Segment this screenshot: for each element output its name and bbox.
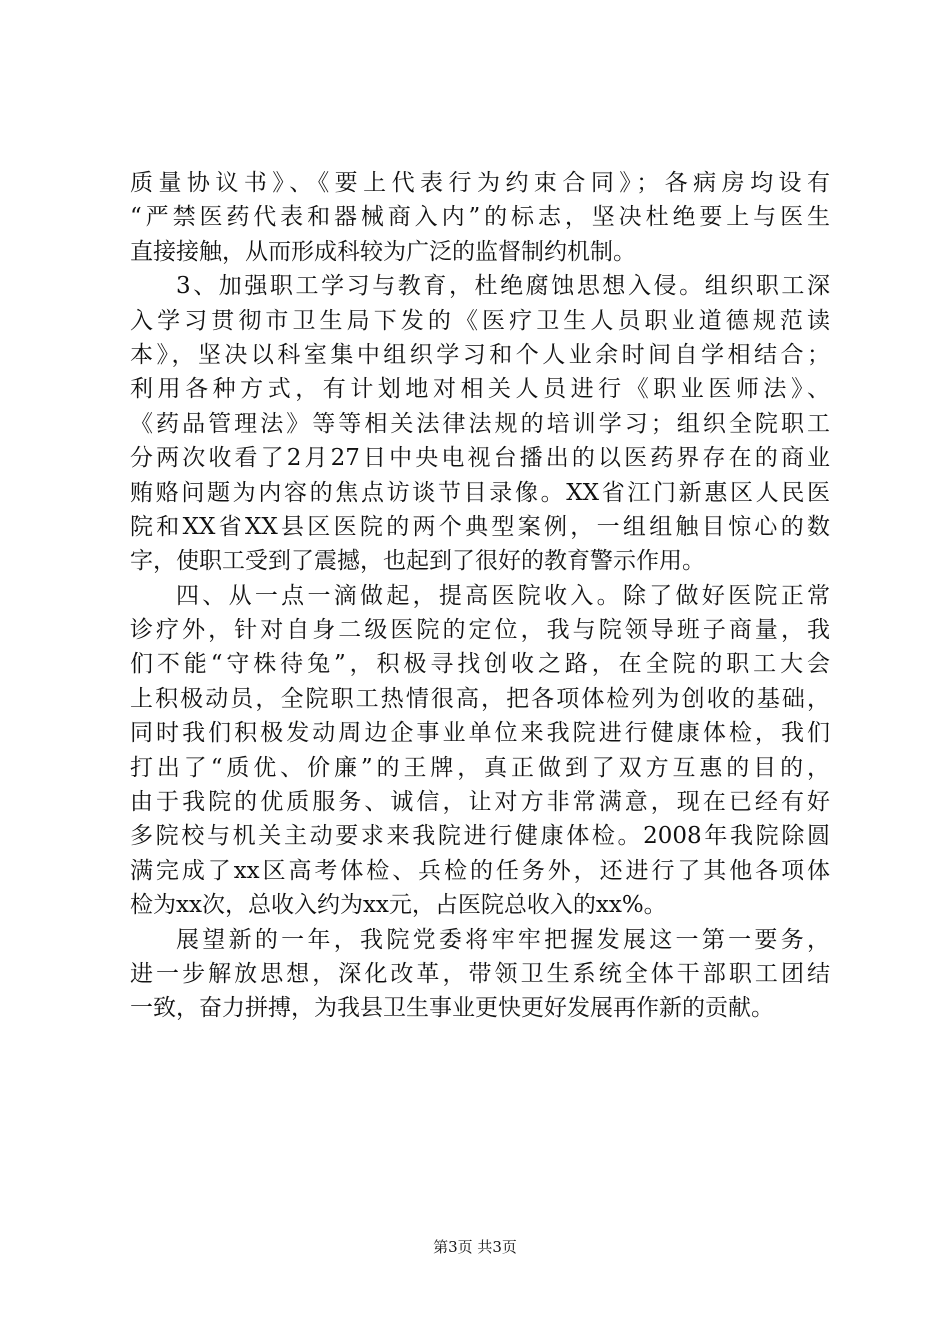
text-line: 检为xx次，总收入约为xx元，占医院总收入的xx%。 [130,892,667,919]
text-line: 上积极动员，全院职工热情很高，把各项体检列为创收的基础， [130,685,830,712]
paragraph-start-line: 3、加强职工学习与教育，杜绝腐蚀思想入侵。组织职工深 [176,273,830,300]
text-line: 们不能“守株待兔”，积极寻找创收之路，在全院的职工大会 [130,651,830,678]
text-line: “严禁医药代表和器械商入内”的标志，坚决杜绝要上与医生 [130,204,830,231]
text-line: 本》，坚决以科室集中组织学习和个人业余时间自学相结合； [130,341,830,368]
text-line: 一致，奋力拼搏，为我县卫生事业更快更好发展再作新的贡献。 [130,995,774,1022]
document-body [130,166,830,1026]
paragraph-start-line: 展望新的一年，我院党委将牢牢把握发展这一第一要务， [176,926,830,953]
page-footer: 第3页 共3页 [433,1238,517,1256]
text-line: 同时我们积极发动周边企事业单位来我院进行健康体检，我们 [130,720,830,747]
text-line: 分两次收看了2月27日中央电视台播出的以医药界存在的商业 [130,445,830,472]
text-line: 《药品管理法》等等相关法律法规的培训学习；组织全院职工 [130,410,830,437]
text-line: 贿赂问题为内容的焦点访谈节目录像。XX省江门新惠区人民医 [130,479,830,506]
text-line: 院和XX省XX县区医院的两个典型案例，一组组触目惊心的数 [130,513,830,540]
text-line: 直接接触，从而形成科较为广泛的监督制约机制。 [130,238,636,265]
text-line: 诊疗外，针对自身二级医院的定位，我与院领导班子商量，我 [130,617,830,644]
text-line: 利用各种方式，有计划地对相关人员进行《职业医师法》、 [130,376,830,403]
text-line: 满完成了xx区高考体检、兵检的任务外，还进行了其他各项体 [130,857,830,884]
text-line: 由于我院的优质服务、诚信，让对方非常满意，现在已经有好 [130,789,830,816]
text-line: 进一步解放思想，深化改革，带领卫生系统全体干部职工团结 [130,960,830,987]
text-line: 质量协议书》、《要上代表行为约束合同》；各病房均设有 [130,170,830,196]
text-line: 多院校与机关主动要求来我院进行健康体检。2008年我院除圆 [130,823,830,850]
text-line: 入学习贯彻市卫生局下发的《医疗卫生人员职业道德规范读 [130,307,830,334]
paragraph-start-line: 四、从一点一滴做起，提高医院收入。除了做好医院正常 [176,582,830,609]
text-line: 字，使职工受到了震撼，也起到了很好的教育警示作用。 [130,548,705,575]
text-line: 打出了“质优、价廉”的王牌，真正做到了双方互惠的目的， [130,754,830,781]
